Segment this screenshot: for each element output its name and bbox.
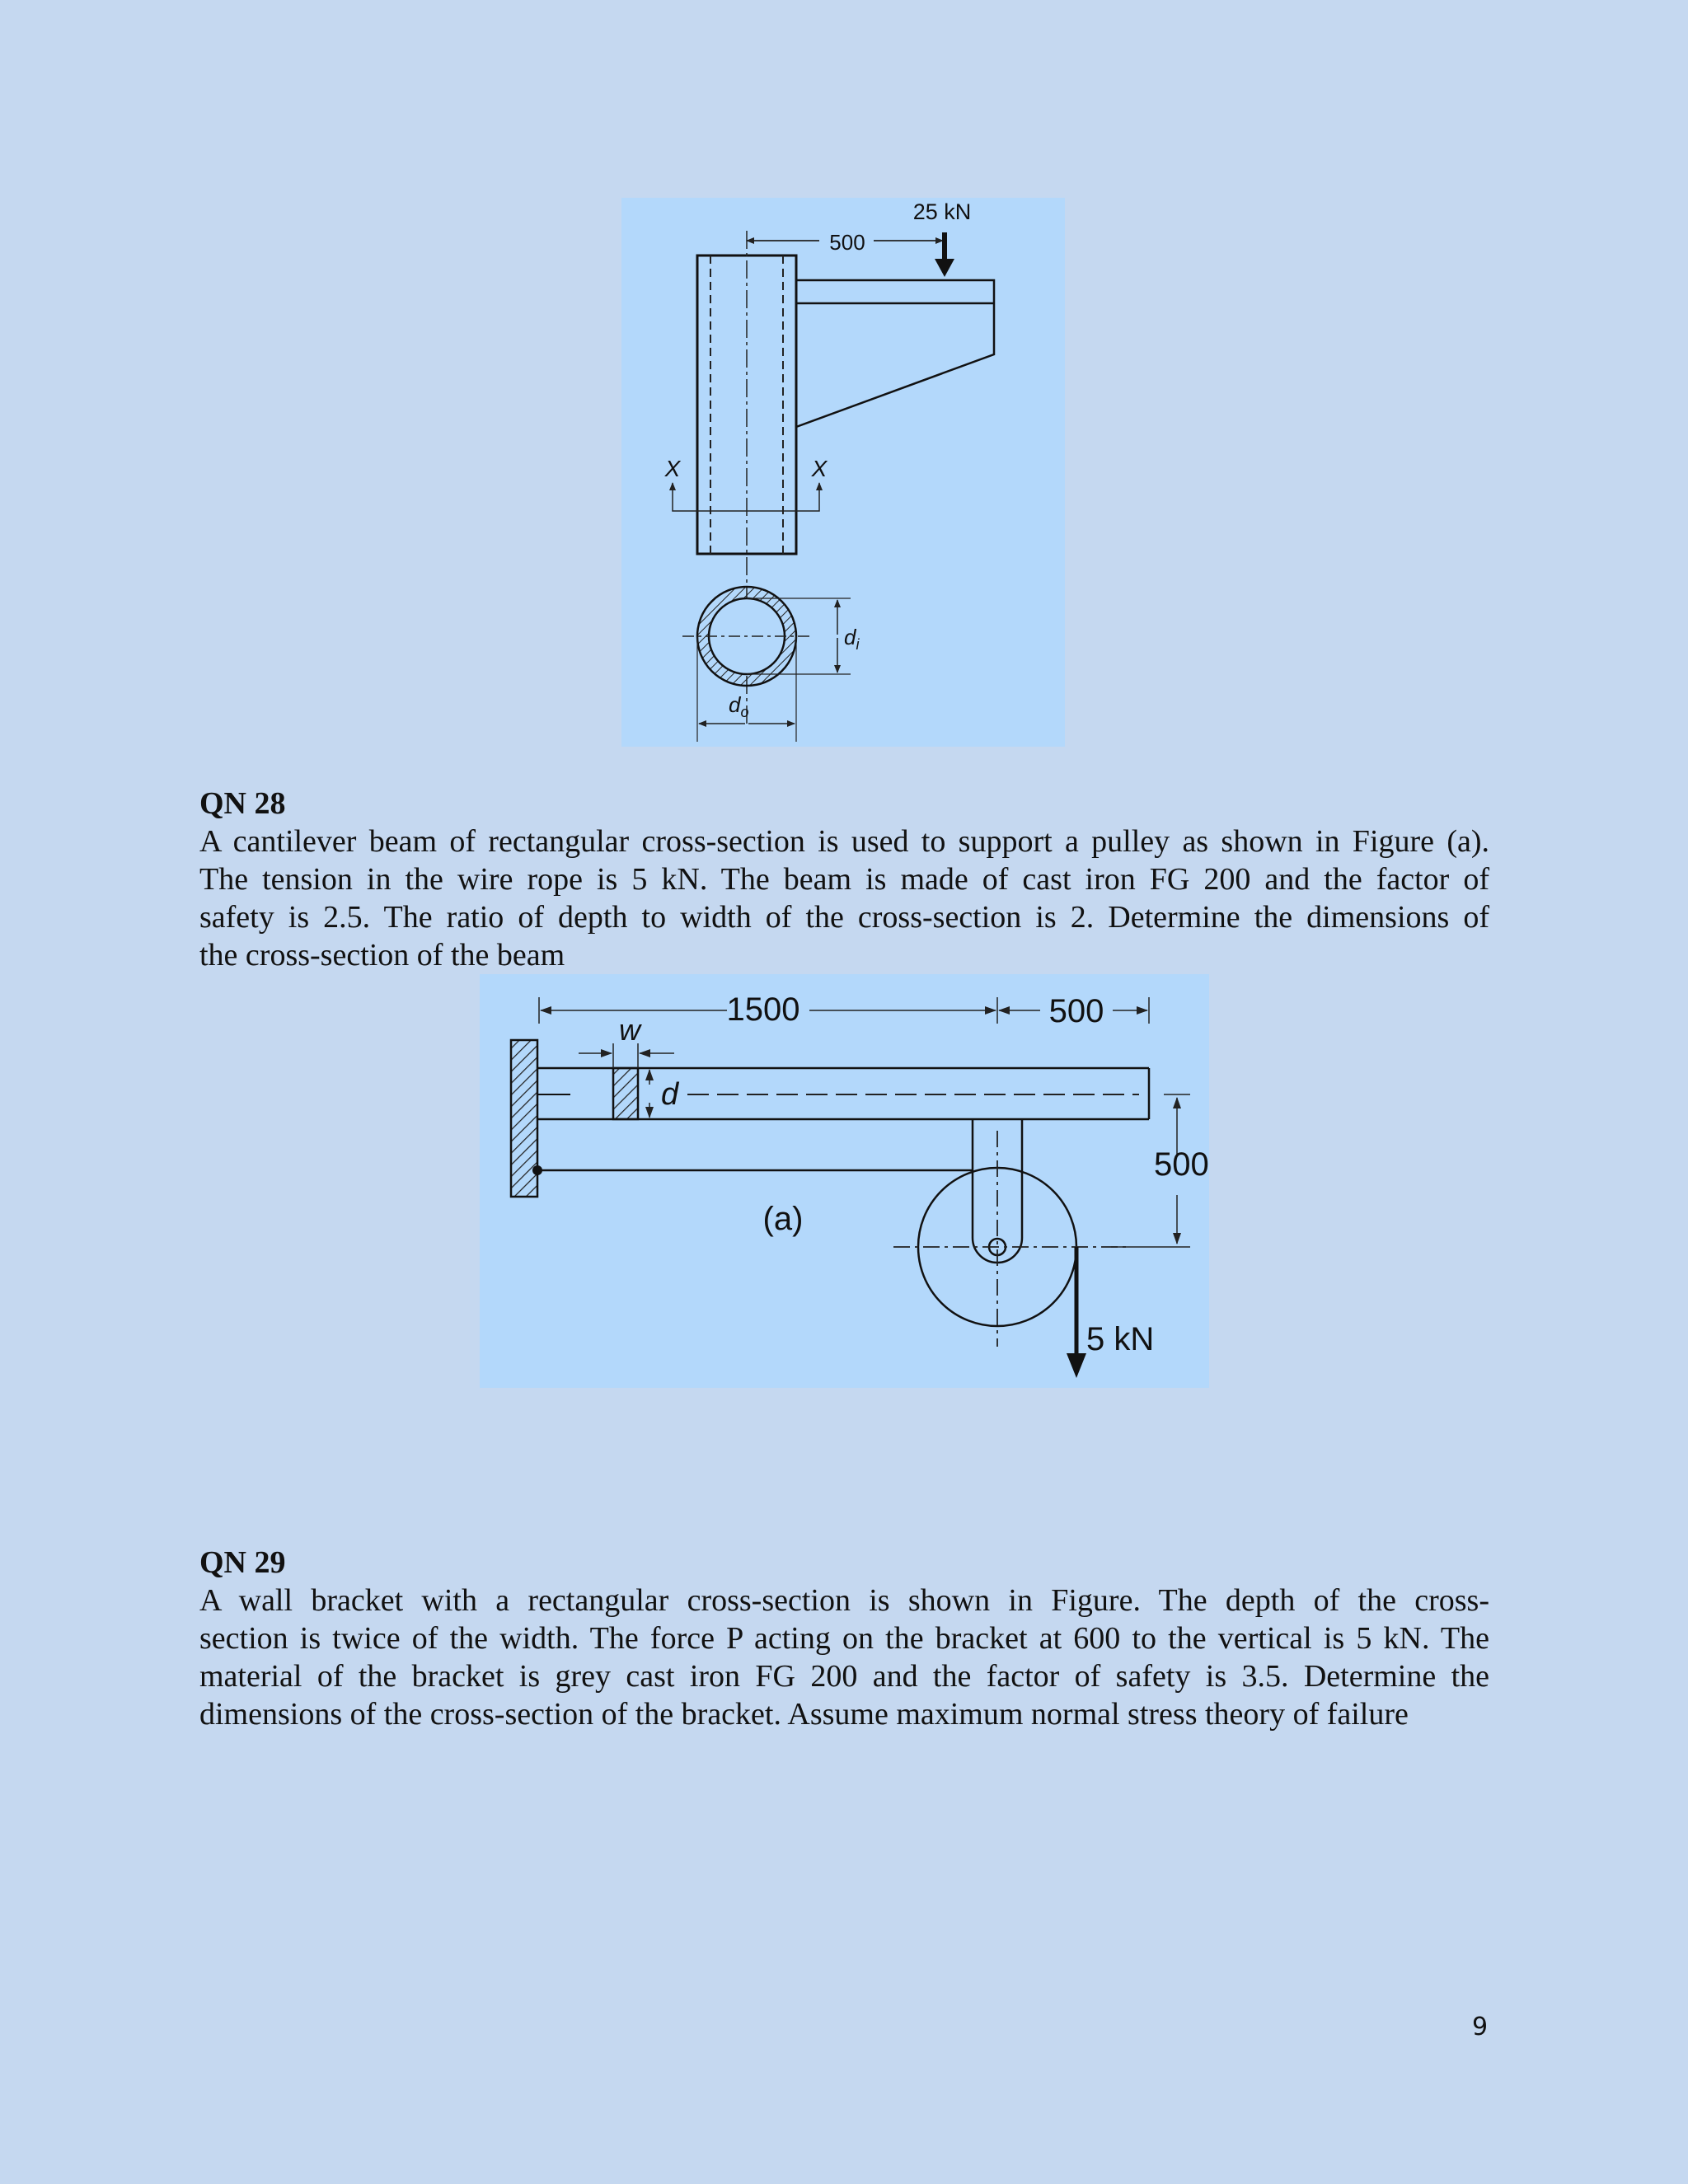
- overhang-dimension-label: 500: [1048, 993, 1104, 1029]
- span-dimension-label: 1500: [726, 991, 800, 1028]
- qn29-heading: QN 29: [199, 1545, 286, 1580]
- qn28-line: The tension in the wire rope is 5 kN. The beam is made of cast iron FG 200 and the factor of: [199, 862, 1489, 897]
- hollow-column-bracket-diagram: [621, 198, 1065, 747]
- dimension-500-label: 500: [829, 230, 865, 255]
- qn29-paragraph: [199, 1582, 1489, 1733]
- qn29-line: dimensions of the cross-section of the bracket. Assume maximum normal stress theory of failure: [199, 1697, 1409, 1732]
- qn28-line: safety is 2.5. The ratio of depth to width of the cross-section is 2. Determine the dimensions of: [199, 900, 1489, 935]
- figure-hollow-column-bracket: [621, 198, 1065, 747]
- drop-dimension-label: 500: [1154, 1146, 1209, 1183]
- load-label-5kn: 5 kN: [1086, 1321, 1155, 1357]
- depth-label: d: [661, 1077, 679, 1112]
- load-label-25kn: 25 kN: [912, 199, 972, 224]
- figure-cantilever-pulley: [480, 974, 1209, 1388]
- qn29-line: A wall bracket with a rectangular cross-section is shown in Figure. The depth of the cross-: [199, 1583, 1489, 1618]
- section-mark-left: X: [664, 456, 681, 481]
- cross-section: [613, 1068, 638, 1119]
- bracket-arm: [796, 280, 994, 427]
- outer-diameter-label: $d_o$: [729, 692, 749, 720]
- qn28-line: the cross-section of the beam: [199, 938, 565, 972]
- figure-caption: (a): [762, 1201, 804, 1237]
- qn28-heading: QN 28: [199, 786, 286, 821]
- qn28-line: A cantilever beam of rectangular cross-section is used to support a pulley as shown in Figure (a).: [199, 824, 1489, 859]
- load-arrow: [935, 259, 954, 277]
- qn28-paragraph: [199, 823, 1489, 974]
- inner-diameter-label: $d_i$: [844, 625, 860, 653]
- section-mark-right: X: [811, 456, 828, 481]
- page-number: 9: [1472, 2013, 1489, 2041]
- width-label: w: [619, 1013, 640, 1047]
- cantilever-pulley-diagram: [480, 974, 1209, 1388]
- load-arrow: [1067, 1353, 1086, 1378]
- qn29-line: section is twice of the width. The force P acting on the bracket at 600 to the vertical is 5 kN. The: [199, 1621, 1489, 1656]
- qn29-line: material of the bracket is grey cast iron FG 200 and the factor of safety is 3.5. Determine the: [199, 1659, 1489, 1694]
